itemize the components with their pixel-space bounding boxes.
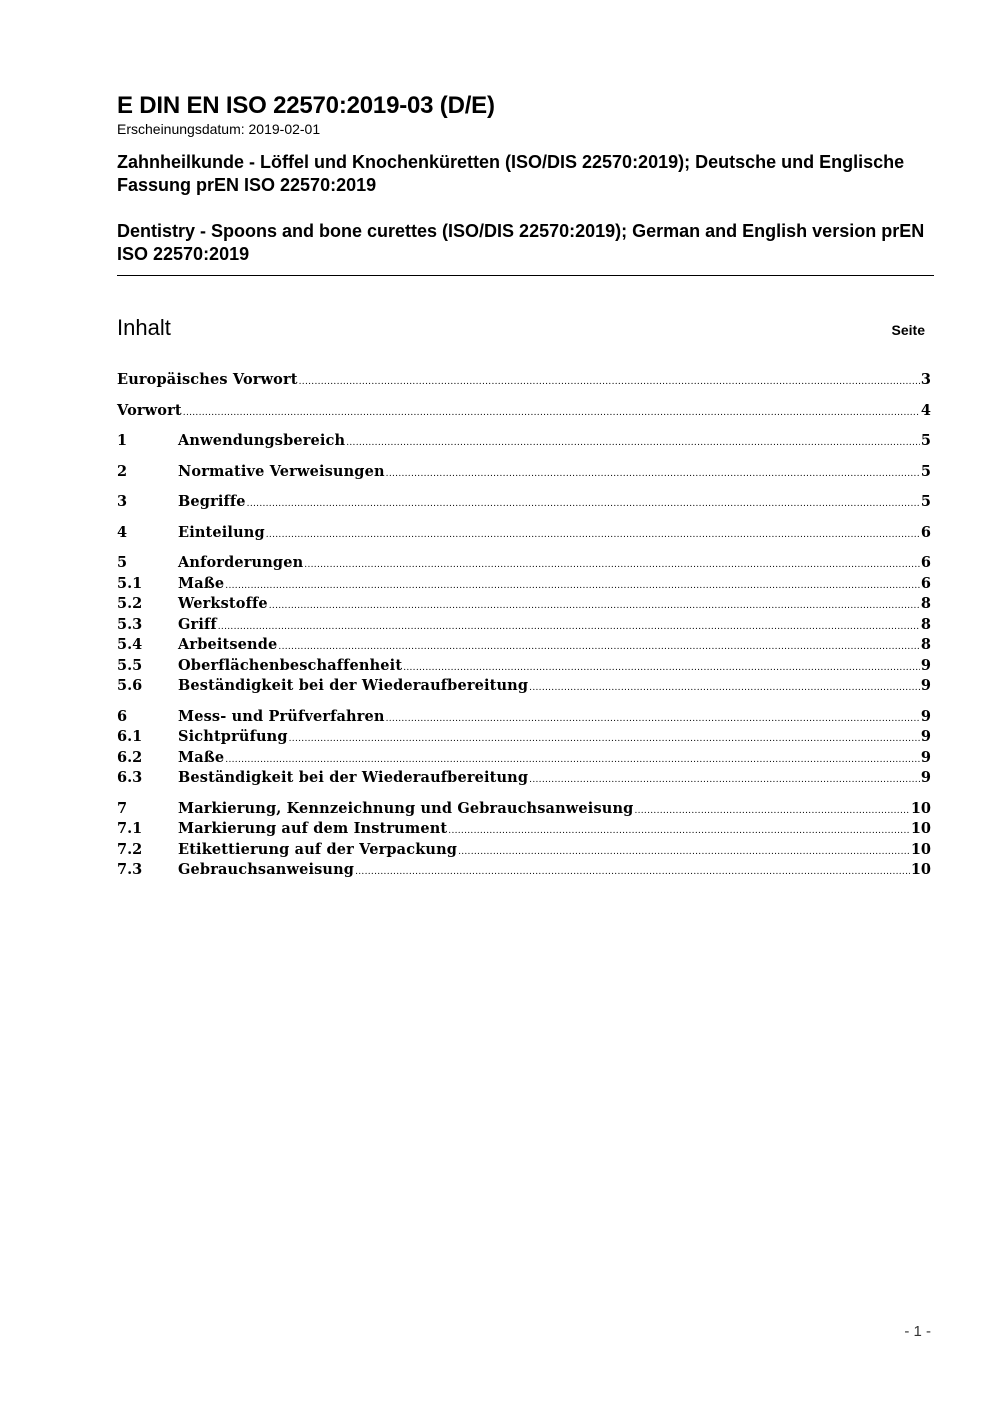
toc-entry-page: 9 <box>920 656 931 674</box>
toc-entry-title: Anwendungsbereich <box>178 432 346 449</box>
toc-entry-title: Werkstoffe <box>178 595 268 612</box>
toc-entry-title: Oberflächenbeschaffenheit <box>178 656 403 674</box>
toc-entry[interactable] <box>117 574 931 595</box>
toc-entry-title: Griff <box>178 615 217 633</box>
toc-dot-leader <box>403 658 920 679</box>
toc-entry-number: 5 <box>117 554 128 571</box>
toc-dot-leader <box>299 372 920 393</box>
toc-entry-title: Normative Verweisungen <box>178 462 385 480</box>
toc-entry-page: 9 <box>920 769 931 786</box>
toc-entry-title: Markierung, Kennzeichnung und Gebrauchsanweisung <box>178 799 634 817</box>
toc-entry[interactable] <box>117 676 931 697</box>
toc-entry-page: 6 <box>920 523 931 541</box>
toc-entry-number: 5.3 <box>117 615 143 633</box>
toc-entry-number: 2 <box>117 462 128 480</box>
toc-entry-title: Beständigkeit bei der Wiederaufbereitung <box>178 769 529 786</box>
toc-dot-leader <box>386 709 920 730</box>
toc-entry-number: 5.6 <box>117 677 143 694</box>
toc-entry-page: 8 <box>920 636 931 653</box>
toc-entry[interactable] <box>117 594 931 615</box>
toc-dot-leader <box>304 555 920 576</box>
toc-entry-title: Markierung auf dem Instrument <box>178 820 448 837</box>
toc-entry-number: 5.1 <box>117 574 143 592</box>
toc-entry[interactable] <box>117 727 931 748</box>
toc-entry-title: Vorwort <box>117 401 182 419</box>
toc-entry-page: 6 <box>920 554 931 571</box>
toc-entry[interactable] <box>117 370 931 391</box>
toc-entry-number: 7.1 <box>117 820 143 837</box>
toc-entry[interactable] <box>117 656 931 677</box>
toc-dot-leader <box>247 494 920 515</box>
toc-dot-leader <box>289 729 920 750</box>
toc-entry-number: 4 <box>117 523 128 541</box>
toc-entry[interactable] <box>117 492 931 513</box>
toc-entry-title: Beständigkeit bei der Wiederaufbereitung <box>178 677 529 694</box>
toc-dot-leader <box>386 464 920 485</box>
toc-entry-page: 10 <box>910 840 931 858</box>
toc-entry[interactable] <box>117 768 931 789</box>
toc-entry-title: Maße <box>178 574 225 592</box>
toc-entry-number: 5.2 <box>117 595 143 612</box>
toc-dot-leader <box>346 433 920 454</box>
toc-dot-leader <box>634 801 909 822</box>
toc-entry-page: 6 <box>920 574 931 592</box>
toc-entry-page: 9 <box>920 748 931 766</box>
toc-dot-leader <box>355 862 910 883</box>
toc-entry-page: 5 <box>920 462 931 480</box>
toc-entry-title: Arbeitsende <box>178 636 278 653</box>
toc-entry[interactable] <box>117 401 931 422</box>
toc-entry[interactable] <box>117 860 931 881</box>
toc-heading: Inhalt <box>117 315 171 340</box>
toc-page-column-label: Seite <box>891 322 925 338</box>
document-title: E DIN EN ISO 22570:2019-03 (D/E) <box>117 92 495 119</box>
toc-entry-number: 5.4 <box>117 636 143 653</box>
toc-entry[interactable] <box>117 462 931 483</box>
toc-entry-number: 7 <box>117 799 128 817</box>
toc-entry-title: Gebrauchsanweisung <box>178 861 355 878</box>
toc-entry-page: 9 <box>920 677 931 694</box>
toc-dot-leader <box>269 596 920 617</box>
document-header <box>117 92 934 266</box>
toc-entry-page: 5 <box>920 432 931 449</box>
title-english: Dentistry - Spoons and bone curettes (ISO/DIS 22570:2019); German and English version prEN ISO 22570:2019 <box>117 221 925 264</box>
toc-entry[interactable] <box>117 553 931 574</box>
toc-dot-leader <box>218 617 920 638</box>
toc-header <box>117 314 925 344</box>
toc-entry-number: 1 <box>117 432 128 449</box>
toc-dot-leader <box>458 842 910 863</box>
toc-entry-number: 6.2 <box>117 748 143 766</box>
page-number: - 1 - <box>904 1323 931 1340</box>
toc-entry-page: 9 <box>920 728 931 745</box>
toc-entry-page: 4 <box>920 401 931 419</box>
toc-entry-page: 5 <box>920 493 931 510</box>
toc-entry-title: Anforderungen <box>178 554 304 571</box>
toc-entry-number: 3 <box>117 493 128 510</box>
toc-entry-page: 10 <box>910 799 931 817</box>
toc-entry-title: Sichtprüfung <box>178 728 288 745</box>
toc-entry[interactable] <box>117 615 931 636</box>
toc-entry-title: Etikettierung auf der Verpackung <box>178 840 458 858</box>
toc-entry-number: 6.1 <box>117 728 143 745</box>
toc-entry-number: 5.5 <box>117 656 143 674</box>
toc-entry-page: 10 <box>910 861 931 878</box>
toc-entry-page: 3 <box>920 371 931 388</box>
release-date: Erscheinungsdatum: 2019-02-01 <box>117 121 321 137</box>
toc-entry-page: 8 <box>920 595 931 612</box>
toc-dot-leader <box>448 821 910 842</box>
toc-entry[interactable] <box>117 799 931 820</box>
toc-entry[interactable] <box>117 635 931 656</box>
toc-entry-page: 8 <box>920 615 931 633</box>
toc-entry[interactable] <box>117 748 931 769</box>
toc-entry[interactable] <box>117 840 931 861</box>
toc-entry[interactable] <box>117 523 931 544</box>
toc-dot-leader <box>529 770 920 791</box>
toc-dot-leader <box>225 750 920 771</box>
toc-entry[interactable] <box>117 431 931 452</box>
title-german: Zahnheilkunde - Löffel und Knochenküretten (ISO/DIS 22570:2019); Deutsche und Englische Fassung prEN ISO 22570:2019 <box>117 152 905 195</box>
toc-dot-leader <box>266 525 920 546</box>
header-divider <box>117 275 934 276</box>
toc-entry-number: 7.2 <box>117 840 143 858</box>
toc-entry-page: 10 <box>910 820 931 837</box>
toc-entry-title: Einteilung <box>178 523 265 541</box>
toc-entry-number: 6 <box>117 707 128 725</box>
toc-dot-leader <box>225 576 920 597</box>
toc-dot-leader <box>529 678 920 699</box>
toc-entry-number: 7.3 <box>117 861 143 878</box>
toc-entry-title: Mess- und Prüfverfahren <box>178 707 385 725</box>
toc-entry-number: 6.3 <box>117 769 143 786</box>
toc-dot-leader <box>183 403 920 424</box>
toc-dot-leader <box>278 637 920 658</box>
toc-entry[interactable] <box>117 707 931 728</box>
toc-entry-title: Europäisches Vorwort <box>117 371 298 388</box>
toc-entry-title: Maße <box>178 748 225 766</box>
table-of-contents <box>117 370 931 881</box>
toc-entry-page: 9 <box>920 707 931 725</box>
toc-entry-title: Begriffe <box>178 493 246 510</box>
toc-entry[interactable] <box>117 819 931 840</box>
